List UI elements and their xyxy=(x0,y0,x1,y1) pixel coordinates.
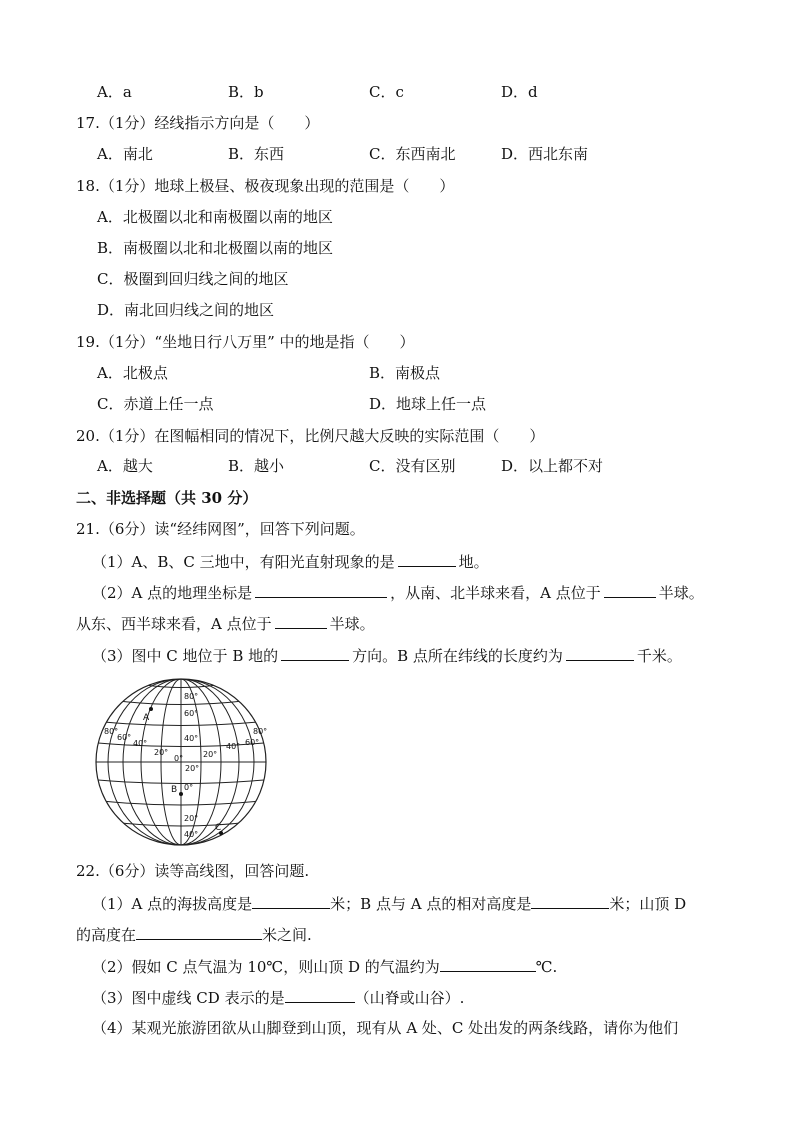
q22-part1-cont xyxy=(76,924,312,945)
point-b-marker xyxy=(179,792,183,796)
q16-option-b: B．b xyxy=(228,83,264,101)
lon-label-west: 20° xyxy=(154,748,169,757)
q22-p1-end: 米；山顶 D xyxy=(609,895,687,913)
q16-option-c: C．c xyxy=(369,83,404,101)
lat-label: 60° xyxy=(184,709,199,718)
q22-p1-mid: 米；B 点与 A 点的相对高度是 xyxy=(330,895,532,913)
latitude-longitude-globe xyxy=(95,677,271,847)
q22-stem: 22.（6分）读等高线图，回答问题. xyxy=(76,862,310,880)
lat-label: 20° xyxy=(185,764,200,773)
q16-option-a: A．a xyxy=(97,83,132,101)
q21-p1-end: 地。 xyxy=(458,553,489,571)
q21-p3-end: 千米。 xyxy=(636,647,682,665)
lon-label-west: 0° xyxy=(174,754,184,763)
answer-blank[interactable] xyxy=(604,582,656,598)
answer-blank[interactable] xyxy=(566,645,634,661)
answer-blank[interactable] xyxy=(531,893,609,909)
q19-option-c: C．赤道上任一点 xyxy=(97,395,214,413)
q22-part1 xyxy=(92,893,686,914)
q17-option-d: D．西北东南 xyxy=(501,145,589,163)
q21-stem: 21.（6分）读“经纬网图”，回答下列问题。 xyxy=(76,520,365,538)
q19-option-d: D．地球上任一点 xyxy=(369,395,487,413)
answer-blank[interactable] xyxy=(398,551,456,567)
point-a-label: A xyxy=(143,713,150,723)
q22-p1-end2: 米之间. xyxy=(262,926,312,944)
q19-option-b: B．南极点 xyxy=(369,364,441,382)
lon-label-west: 40° xyxy=(133,739,148,748)
q22-p3-end: （山脊或山谷）. xyxy=(354,989,465,1007)
answer-blank[interactable] xyxy=(281,645,349,661)
q22-part2 xyxy=(92,956,557,977)
q22-p1-text2: 的高度在 xyxy=(76,926,137,944)
lon-label-east: 60° xyxy=(245,738,260,747)
lon-label-east: 40° xyxy=(226,742,241,751)
q17-option-c: C．东西南北 xyxy=(369,145,456,163)
q21-p2-end2: 半球。 xyxy=(329,615,375,633)
answer-blank[interactable] xyxy=(275,613,327,629)
answer-blank[interactable] xyxy=(440,956,536,972)
q22-p3-text: （3）图中虚线 CD 表示的是 xyxy=(92,989,285,1007)
answer-blank[interactable] xyxy=(252,893,330,909)
q22-part3 xyxy=(92,987,464,1008)
point-c-label: C xyxy=(215,823,222,833)
point-b-label: B xyxy=(171,785,178,795)
q17-option-a: A．南北 xyxy=(97,145,153,163)
q21-part3 xyxy=(92,645,682,666)
lat-label: 40° xyxy=(184,830,199,839)
q20-option-c: C．没有区别 xyxy=(369,457,456,475)
q17-option-b: B．东西 xyxy=(228,145,285,163)
section-title: 二、非选择题（共 30 分） xyxy=(76,489,258,507)
q21-p2-end: 半球。 xyxy=(658,584,704,602)
q21-p2-text: （2）A 点的地理坐标是 xyxy=(92,584,253,602)
q20-option-b: B．越小 xyxy=(228,457,285,475)
q20-option-a: A．越大 xyxy=(97,457,153,475)
point-a-marker xyxy=(149,707,153,711)
q18-stem: 18.（1分）地球上极昼、极夜现象出现的范围是（ ） xyxy=(76,177,455,195)
q21-p1-text: （1）A、B、C 三地中，有阳光直射现象的是 xyxy=(92,553,395,571)
answer-blank[interactable] xyxy=(255,582,387,598)
q21-part2 xyxy=(92,582,704,603)
q17-stem: 17.（1分）经线指示方向是（ ） xyxy=(76,114,320,132)
q21-p3-mid: 方向。B 点所在纬线的长度约为 xyxy=(352,647,563,665)
q18-option-c: C．极圈到回归线之间的地区 xyxy=(97,270,289,288)
q18-option-a: A．北极圈以北和南极圈以南的地区 xyxy=(97,208,333,226)
lat-label: 40° xyxy=(184,734,199,743)
lon-label-west: 60° xyxy=(117,733,132,742)
q18-option-d: D．南北回归线之间的地区 xyxy=(97,301,275,319)
q18-option-b: B．南极圈以北和北极圈以南的地区 xyxy=(97,239,334,257)
q21-part2-cont xyxy=(76,613,375,634)
lon-label-east: 20° xyxy=(203,750,218,759)
answer-blank[interactable] xyxy=(136,924,262,940)
lat-label: 20° xyxy=(184,814,199,823)
q21-p2-mid: ，从南、北半球来看，A 点位于 xyxy=(390,584,601,602)
lon-label-west: 80° xyxy=(104,727,119,736)
q20-option-d: D．以上都不对 xyxy=(501,457,604,475)
lon-label-east: 80° xyxy=(253,727,268,736)
q21-p2-text2: 从东、西半球来看，A 点位于 xyxy=(76,615,272,633)
lat-label: 80° xyxy=(184,692,199,701)
q22-p1-text: （1）A 点的海拔高度是 xyxy=(92,895,253,913)
q22-part4: （4）某观光旅游团欲从山脚登到山顶，现有从 A 处、C 处出发的两条线路，请你为他们 xyxy=(92,1019,679,1037)
q22-p2-end: ℃. xyxy=(535,958,558,976)
lat-label: 0° xyxy=(184,783,194,792)
answer-blank[interactable] xyxy=(285,987,355,1003)
q22-p2-text: （2）假如 C 点气温为 10℃，则山顶 D 的气温约为 xyxy=(92,958,440,976)
q20-stem: 20.（1分）在图幅相同的情况下，比例尺越大反映的实际范围（ ） xyxy=(76,427,545,445)
q21-p3-text: （3）图中 C 地位于 B 地的 xyxy=(92,647,279,665)
q19-stem: 19.（1分）“坐地日行八万里” 中的地是指（ ） xyxy=(76,333,415,351)
q16-option-d: D．d xyxy=(501,83,538,101)
q21-part1 xyxy=(92,551,489,572)
q19-option-a: A．北极点 xyxy=(97,364,168,382)
